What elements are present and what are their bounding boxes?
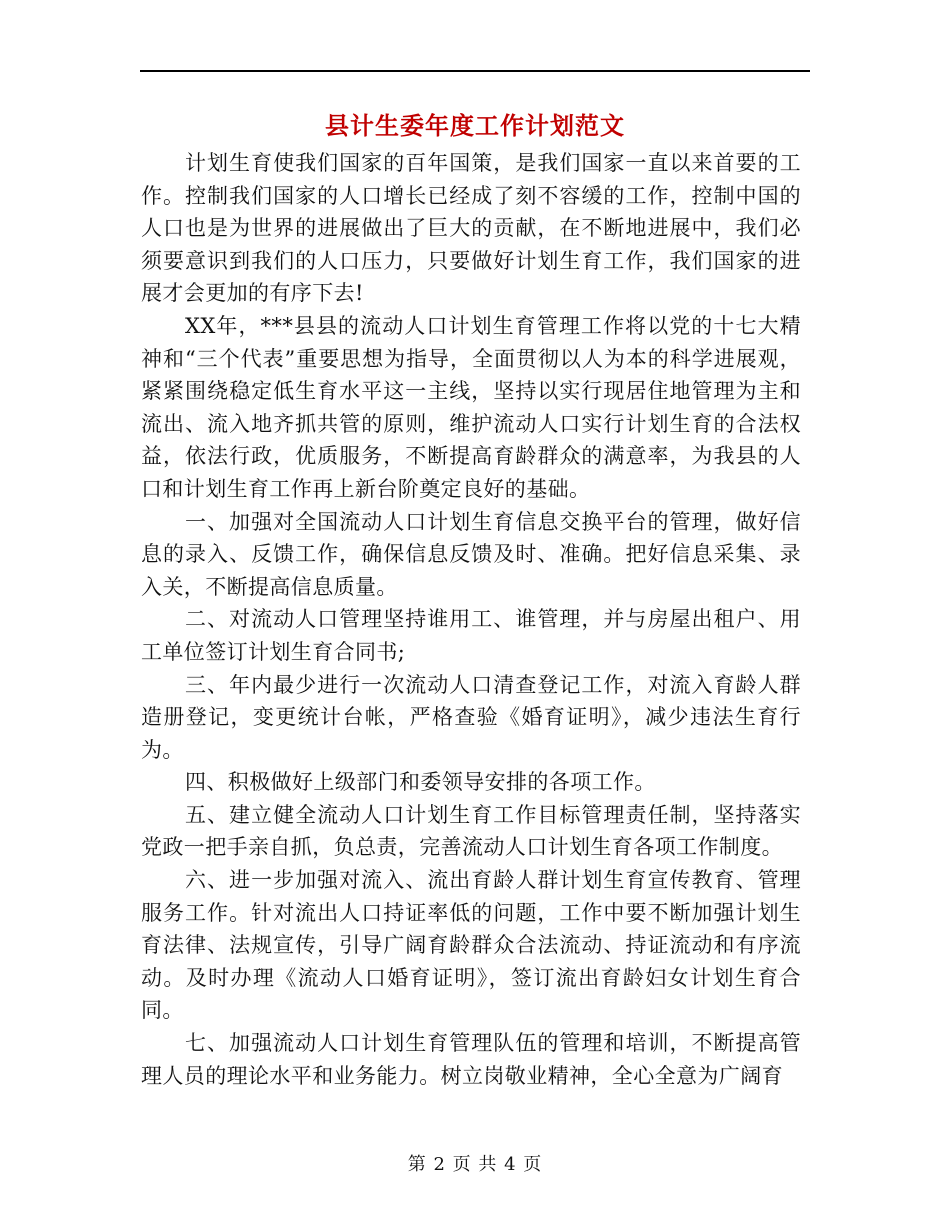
paragraph-item-7: 七、加强流动人口计划生育管理队伍的管理和培训，不断提高管理人员的理论水平和业务能力。树立岗敬业精神，全心全意为广阔育 (141, 1031, 801, 1088)
paragraph-intro: 计划生育使我们国家的百年国策，是我们国家一直以来首要的工作。控制我们国家的人口增长已经成了刻不容缓的工作，控制中国的人口也是为世界的进展做出了巨大的贡献，在不断地进展中，我们必须要意识到我们的人口压力，只要做好计划生育工作，我们国家的进展才会更加的有序下去! (141, 151, 801, 306)
paragraph-item-3: 三、年内最少进行一次流动人口清查登记工作，对流入育龄人群造册登记，变更统计台帐，严格查验《婚育证明》，减少违法生育行为。 (141, 672, 801, 762)
paragraph-overview: XX年，***县县的流动人口计划生育管理工作将以党的十七大精神和“三个代表”重要思想为指导，全面贯彻以人为本的科学进展观，紧紧围绕稳定低生育水平这一主线，坚持以实行现居住地管理为主和流出、流入地齐抓共管的原则，维护流动人口实行计划生育的合法权益，依法行政，优质服务，不断提高育龄群众的满意率，为我县的人口和计划生育工作再上新台阶奠定良好的基础。 (141, 313, 801, 501)
page-footer (140, 1152, 810, 1178)
document-title: 县计生委年度工作计划范文 (325, 111, 625, 140)
document-body (141, 147, 801, 1092)
paragraph-item-6: 六、进一步加强对流入、流出育龄人群计划生育宣传教育、管理服务工作。针对流出人口持证率低的问题，工作中要不断加强计划生育法律、法规宣传，引导广阔育龄群众合法流动、持证流动和有序流动。及时办理《流动人口婚育证明》，签订流出育龄妇女计划生育合同。 (141, 868, 801, 1023)
paragraph-item-2: 二、对流动人口管理坚持谁用工、谁管理，并与房屋出租户、用工单位签订计划生育合同书; (141, 607, 801, 664)
paragraph-item-4: 四、积极做好上级部门和委领导安排的各项工作。 (185, 770, 656, 795)
paragraph-item-5: 五、建立健全流动人口计划生育工作目标管理责任制，坚持落实党政一把手亲自抓，负总责，完善流动人口计划生育各项工作制度。 (141, 802, 801, 860)
header-rule (140, 70, 810, 72)
paragraph-item-1: 一、加强对全国流动人口计划生育信息交换平台的管理，做好信息的录入、反馈工作，确保信息反馈及时、准确。把好信息采集、录入关，不断提高信息质量。 (141, 509, 801, 599)
page-number: 第 2 页 共 4 页 (407, 1154, 543, 1175)
